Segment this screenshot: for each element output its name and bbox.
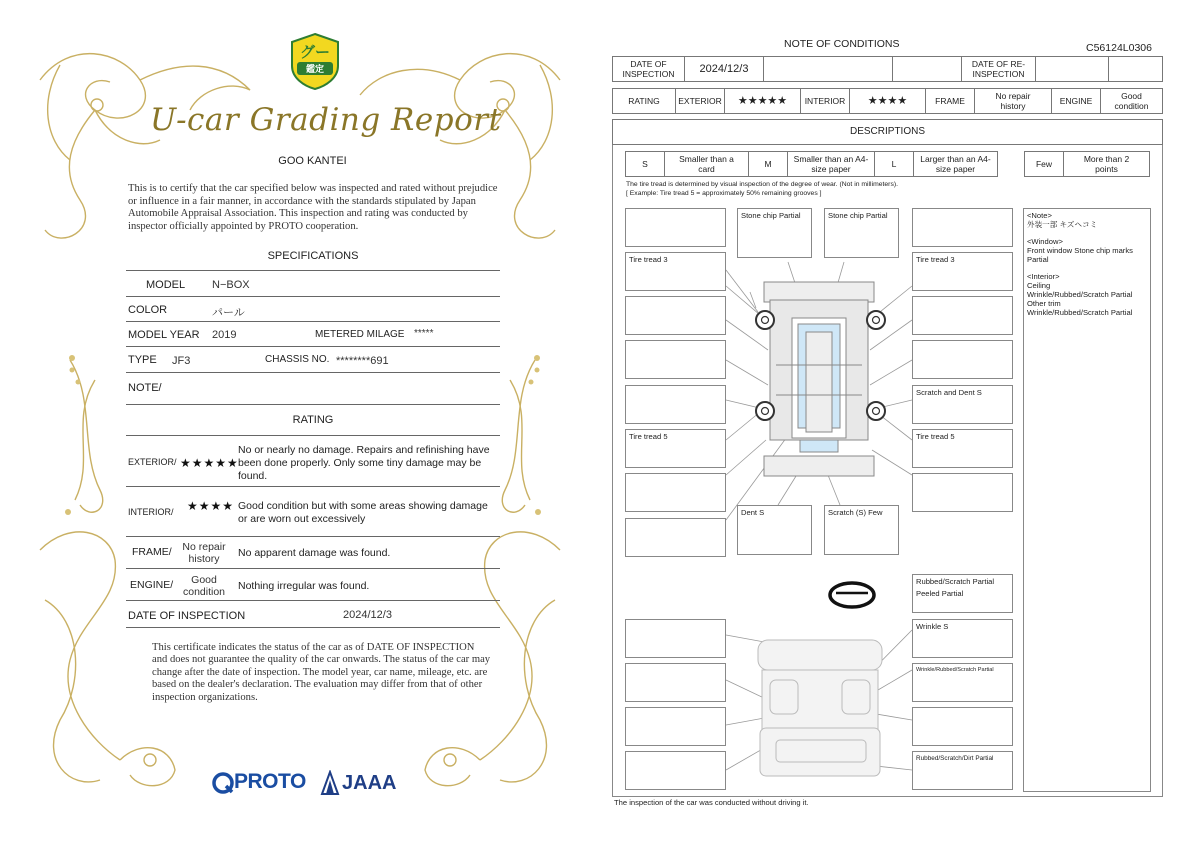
callout-box [625, 473, 726, 512]
engine-label: ENGINE/ [130, 579, 174, 591]
divider [126, 321, 500, 322]
blank-cell [763, 56, 893, 82]
frame-label: FRAME [925, 88, 975, 114]
callout-box [625, 619, 726, 658]
date-of-inspection-value: 2024/12/3 [343, 609, 392, 621]
interior-label: INTERIOR/ [128, 507, 174, 517]
exterior-label: EXTERIOR/ [128, 457, 177, 467]
callout-box [912, 296, 1013, 335]
divider [126, 296, 500, 297]
callout-box [625, 663, 726, 702]
divider [126, 536, 500, 537]
divider [126, 270, 500, 271]
frame-value: No repair history [182, 541, 226, 565]
type-value: JF3 [172, 355, 191, 367]
color-label: COLOR [128, 304, 168, 316]
callout-rubbed-dirt: Rubbed/Scratch/Dirt Partial [912, 751, 1013, 790]
legend-code-s: S [625, 151, 665, 177]
interior-label: INTERIOR [800, 88, 850, 114]
callout-box [912, 208, 1013, 247]
frame-description: No apparent damage was found. [238, 547, 391, 559]
legend-text-l: Larger than an A4-size paper [913, 151, 998, 177]
blank-cell [1108, 56, 1163, 82]
callout-steering [912, 574, 1013, 613]
callout-box [625, 340, 726, 379]
note-line: Wrinkle/Rubbed/Scratch Partial [1027, 308, 1133, 317]
engine-description: Nothing irregular was found. [238, 580, 370, 592]
interior-description: Good condition but with some areas showing damage or are worn out excessively [238, 500, 488, 525]
blank-cell [892, 56, 962, 82]
divider [126, 346, 500, 347]
callout-tire-rear-right: Tire tread 5 [912, 429, 1013, 468]
note-of-conditions [608, 0, 1168, 848]
model-label: MODEL [146, 279, 186, 291]
callout-tire-front-left: Tire tread 3 [625, 252, 726, 291]
legend-code-l: L [874, 151, 914, 177]
metered-mileage-label: METERED MILAGE [315, 329, 405, 340]
date-of-inspection-label: DATE OF INSPECTION [128, 610, 246, 622]
callout-tire-front-right: Tire tread 3 [912, 252, 1013, 291]
callout-dent-s: Dent S [737, 505, 812, 555]
note-line: <Note> [1027, 211, 1052, 220]
jaaa-brand: JAAA [342, 772, 397, 794]
tire-note: The tire tread is determined by visual inspection of the degree of wear. (Not in millimeters). [626, 181, 898, 188]
model-year-label: MODEL YEAR [128, 329, 200, 341]
proto-logo-icon [212, 772, 234, 794]
report-subtitle: GOO KANTEI [278, 155, 347, 167]
note-line: Ceiling [1027, 281, 1051, 290]
note-label: NOTE/ [128, 382, 162, 394]
callout-peeled: Peeled Partial [916, 589, 964, 598]
blank-cell [1035, 56, 1109, 82]
conditions-footer: The inspection of the car was conducted without driving it. [614, 798, 809, 807]
callout-rubbed-scratch: Rubbed/Scratch Partial [916, 577, 995, 586]
divider [126, 435, 500, 436]
note-line: <Interior> [1027, 272, 1060, 281]
engine-value: Good condition [1100, 88, 1163, 114]
callout-box [625, 518, 726, 557]
goo-kantei-logo [288, 32, 342, 90]
jaaa-logo-icon [320, 770, 340, 796]
date-of-reinspection-label: DATE OF RE-INSPECTION [961, 56, 1036, 82]
legend-code-m: M [748, 151, 788, 177]
certify-paragraph: This is to certify that the car specified below was inspected and rated without prejudice or influence in a fair manner, in accordance with the standards stipulated by Japan Automobile Appraisal Association. This inspection and rating was conducted by inspector officially appointed by PROTO cooperation. [128, 183, 498, 232]
callout-box [912, 707, 1013, 746]
report-title: U-car Grading Report [150, 102, 502, 138]
callout-stone-chip-2: Stone chip Partial [824, 208, 899, 258]
note-line [1027, 264, 1147, 272]
callout-box [625, 385, 726, 424]
interior-stars: ★★★★ [187, 499, 235, 513]
callout-box [912, 340, 1013, 379]
exterior-stars: ★★★★★ [724, 88, 801, 114]
proto-brand: PROTO [234, 770, 306, 793]
rating-label: RATING [612, 88, 676, 114]
engine-label: ENGINE [1051, 88, 1101, 114]
interior-stars: ★★★★ [849, 88, 926, 114]
legend-text-few: More than 2 points [1063, 151, 1150, 177]
divider [126, 627, 500, 628]
date-of-inspection-label: DATE OF INSPECTION [612, 56, 685, 82]
callout-box [625, 707, 726, 746]
callout-box [625, 208, 726, 247]
legend-text-s: Smaller than a card [664, 151, 749, 177]
certificate-disclaimer: This certificate indicates the status of the car as of DATE OF INSPECTION and does not guarantee the quality of the car onwards. The status of the car may change after the date of inspection. The model year, car name, mileage, etc. are based on the dealer's declaration. The evaluation may differ from that of other inspection organizations. [152, 642, 491, 703]
legend-code-few: Few [1024, 151, 1064, 177]
svg-text:鑑定: 鑑定 [305, 65, 325, 75]
divider [126, 404, 500, 405]
note-line: Front window Stone chip marks Partial [1027, 246, 1133, 264]
type-label: TYPE [128, 354, 157, 366]
metered-mileage-value: ***** [414, 328, 434, 339]
notes-panel [1023, 208, 1151, 792]
callout-wrinkle-rubbed: Wrinkle/Rubbed/Scratch Partial [912, 663, 1013, 702]
tire-example: [ Example: Tire tread 5 = approximately 50% remaining grooves ] [626, 190, 822, 197]
note-line: 外装一部 キズヘコミ [1027, 220, 1098, 229]
date-of-inspection-value: 2024/12/3 [684, 56, 764, 82]
callout-scratch-few: Scratch (S) Few [824, 505, 899, 555]
steering-wheel-icon [830, 583, 874, 607]
callout-box [625, 751, 726, 790]
engine-value: Good condition [182, 574, 226, 598]
callout-wrinkle-s: Wrinkle S [912, 619, 1013, 658]
chassis-label: CHASSIS NO. [265, 354, 330, 365]
divider [126, 568, 500, 569]
note-line: Other trim [1027, 299, 1061, 308]
divider [126, 486, 500, 487]
conditions-code: C56124L0306 [1086, 42, 1152, 54]
frame-value: No repair history [974, 88, 1052, 114]
divider [126, 600, 500, 601]
divider [126, 372, 500, 373]
callout-box [912, 473, 1013, 512]
rating-heading: RATING [292, 414, 334, 426]
callout-tire-rear-left: Tire tread 5 [625, 429, 726, 468]
exterior-stars: ★★★★★ [180, 456, 239, 470]
legend-text-m: Smaller than an A4-size paper [787, 151, 875, 177]
callout-scratch-dent: Scratch and Dent S [912, 385, 1013, 424]
notes-list [1027, 211, 1147, 317]
note-line: <Window> [1027, 237, 1063, 246]
chassis-value: ********691 [336, 355, 389, 367]
svg-text:グー: グー [299, 43, 331, 61]
model-value: N−BOX [212, 279, 250, 291]
color-value: パール [212, 307, 245, 319]
note-line: Wrinkle/Rubbed/Scratch Partial [1027, 290, 1133, 299]
callout-stone-chip-1: Stone chip Partial [737, 208, 812, 258]
frame-label: FRAME/ [132, 546, 172, 558]
note-line [1027, 229, 1147, 237]
conditions-title: NOTE OF CONDITIONS [784, 38, 900, 50]
exterior-description: No or nearly no damage. Repairs and refinishing have been done properly. Only some tiny damage may be found. [238, 444, 490, 482]
exterior-label: EXTERIOR [675, 88, 725, 114]
model-year-value: 2019 [212, 329, 237, 341]
specifications-heading: SPECIFICATIONS [267, 250, 359, 262]
descriptions-heading: DESCRIPTIONS [612, 119, 1163, 145]
callout-box [625, 296, 726, 335]
